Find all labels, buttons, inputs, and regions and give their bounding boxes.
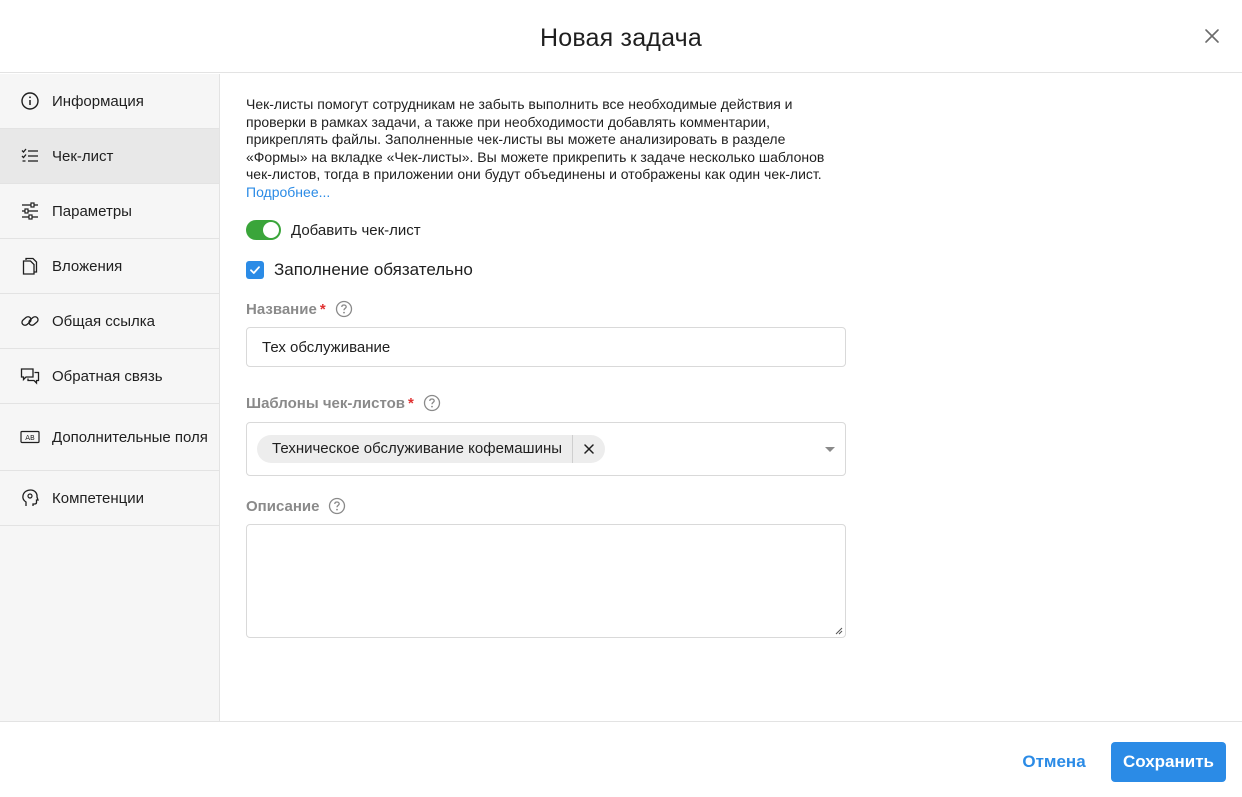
sidebar-item-checklist[interactable] (0, 129, 219, 184)
chip-label: Техническое обслуживание кофемашины (272, 435, 573, 463)
sidebar-item-label: Компетенции (52, 489, 145, 507)
resize-handle-icon[interactable] (834, 626, 843, 635)
selected-template-chip (257, 435, 605, 463)
sidebar-item-parameters[interactable] (0, 184, 219, 239)
description-field-label (246, 497, 846, 515)
name-label: Название (246, 300, 317, 318)
templates-select[interactable] (246, 422, 846, 476)
sidebar-item-label: Обратная связь (52, 367, 163, 385)
sidebar-item-info[interactable] (0, 74, 219, 129)
sidebar-item-label: Параметры (52, 202, 132, 220)
required-asterisk: * (319, 300, 326, 318)
add-checklist-label: Добавить чек-лист (291, 221, 421, 239)
save-button[interactable]: Сохранить (1111, 742, 1226, 782)
attachments-icon (20, 256, 40, 276)
info-circle-icon (20, 91, 40, 111)
sidebar-item-label: Общая ссылка (52, 312, 156, 330)
checkmark-icon (249, 264, 261, 276)
description-text: Чек-листы помогут сотрудникам не забыть выполнить все необходимые действия и проверки в рамках задачи, а также при необходимости добавлять комментарии, прикреплять файлы. Заполненные чек-листы вы можете анализировать в разделе «Формы» на вкладке «Чек-листы». Вы можете прикрепить к задаче несколько шаблонов чек-листов, тогда в приложении они будут объединены и отображены как один чек-лист. (246, 96, 825, 182)
add-checklist-row (246, 220, 846, 240)
link-icon (20, 311, 40, 331)
sidebar-item-shared-link[interactable] (0, 294, 219, 349)
required-label: Заполнение обязательно (274, 260, 473, 279)
name-input[interactable]: Тех обслуживание (246, 327, 846, 367)
required-asterisk: * (408, 394, 414, 412)
add-checklist-toggle[interactable] (246, 220, 281, 240)
help-icon[interactable] (423, 394, 441, 412)
close-icon[interactable] (1204, 28, 1220, 44)
sidebar-item-label: Информация (52, 92, 144, 110)
sidebar (0, 74, 220, 721)
ab-field-icon (20, 427, 40, 447)
checklist-description (246, 96, 846, 201)
chevron-down-icon[interactable] (825, 447, 835, 452)
sidebar-item-label: Вложения (52, 257, 123, 275)
sidebar-item-label: Дополнительные поля (52, 428, 208, 446)
remove-chip-icon[interactable] (573, 435, 605, 463)
sidebar-item-competencies[interactable] (0, 471, 219, 526)
sidebar-item-label: Чек-лист (52, 147, 114, 165)
templates-label: Шаблоны чек-листов (246, 394, 406, 412)
checklist-panel (246, 74, 846, 638)
chat-bubbles-icon (20, 366, 40, 386)
sidebar-item-extra-fields[interactable] (0, 404, 219, 471)
required-checkbox[interactable] (246, 261, 264, 279)
modal-title: Новая задача (540, 24, 702, 52)
sidebar-item-feedback[interactable] (0, 349, 219, 404)
modal-header (0, 0, 1242, 73)
required-row (246, 260, 846, 280)
head-gear-icon (20, 488, 40, 508)
svg-text:AB: AB (25, 434, 35, 442)
sliders-icon (20, 201, 40, 221)
description-textarea[interactable] (246, 524, 846, 638)
templates-field-label (246, 394, 846, 412)
description-label: Описание (246, 497, 320, 515)
more-link[interactable]: Подробнее... (246, 183, 331, 200)
cancel-button[interactable]: Отмена (1022, 752, 1086, 771)
help-icon[interactable] (335, 300, 353, 318)
modal-footer (0, 721, 1242, 797)
name-field-label (246, 300, 846, 318)
checklist-icon (20, 146, 40, 166)
help-icon[interactable] (328, 497, 346, 515)
sidebar-item-attachments[interactable] (0, 239, 219, 294)
